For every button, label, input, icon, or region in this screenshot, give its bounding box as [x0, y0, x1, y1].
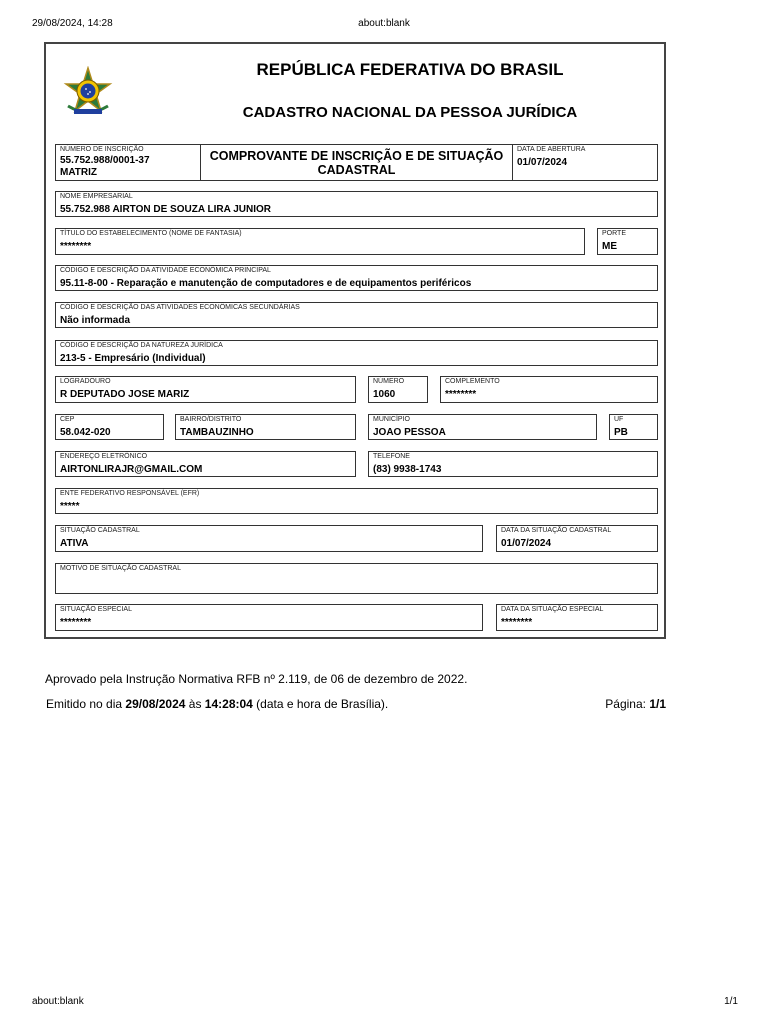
cep-field	[55, 414, 164, 440]
efr-value: *****	[60, 501, 80, 512]
data-situacao-cadastral-label: DATA DA SITUAÇÃO CADASTRAL	[501, 527, 612, 534]
numero-value: 1060	[373, 389, 396, 400]
email-value: AIRTONLIRAJR@GMAIL.COM	[60, 464, 203, 475]
emitted-suffix: (data e hora de Brasília).	[252, 697, 389, 711]
data-situacao-especial-field	[496, 604, 658, 631]
complemento-value: ********	[445, 389, 477, 400]
situacao-especial-value: ********	[60, 617, 92, 628]
atividades-secundarias-field	[55, 302, 658, 328]
efr-field	[55, 488, 658, 514]
data-situacao-cadastral-value: 01/07/2024	[501, 538, 552, 549]
data-situacao-cadastral-field	[496, 525, 658, 552]
titulo-estabelecimento-label: TÍTULO DO ESTABELECIMENTO (NOME DE FANTASIA)	[60, 230, 242, 237]
brazil-coat-of-arms-icon	[62, 66, 114, 118]
data-abertura-field	[512, 144, 658, 181]
motivo-situacao-field	[55, 563, 658, 594]
situacao-cadastral-field	[55, 525, 483, 552]
natureza-juridica-label: CÓDIGO E DESCRIÇÃO DA NATUREZA JURÍDICA	[60, 342, 223, 349]
emitted-note	[46, 697, 388, 711]
municipio-label: MUNICÍPIO	[373, 416, 410, 423]
emitted-time: 14:28:04	[204, 697, 253, 711]
atividade-principal-field	[55, 265, 658, 291]
numero-inscricao-field	[55, 144, 201, 181]
natureza-juridica-value: 213-5 - Empresário (Individual)	[60, 353, 206, 364]
atividades-secundarias-value: Não informada	[60, 315, 131, 326]
atividade-principal-value: 95.11-8-00 - Reparação e manutenção de computadores e de equipamentos periféricos	[60, 278, 472, 289]
print-footer-page: 1/1	[724, 996, 738, 1007]
data-situacao-especial-label: DATA DA SITUAÇÃO ESPECIAL	[501, 606, 604, 613]
complemento-label: COMPLEMENTO	[445, 378, 500, 385]
data-abertura-label: DATA DE ABERTURA	[517, 146, 586, 153]
logradouro-value: R DEPUTADO JOSE MARIZ	[60, 389, 190, 400]
print-footer-url: about:blank	[32, 996, 84, 1007]
cep-label: CEP	[60, 416, 75, 423]
document-subtitle: CADASTRO NACIONAL DA PESSOA JURÍDICA	[242, 104, 578, 121]
uf-label: UF	[614, 416, 624, 423]
email-label: ENDEREÇO ELETRÔNICO	[60, 453, 148, 460]
page-number	[605, 697, 666, 711]
porte-label: PORTE	[602, 230, 626, 237]
uf-value: PB	[614, 427, 628, 438]
complemento-field	[440, 376, 658, 403]
print-header-datetime: 29/08/2024, 14:28	[32, 18, 113, 29]
numero-inscricao-label: NÚMERO DE INSCRIÇÃO	[60, 146, 144, 153]
titulo-estabelecimento-field	[55, 228, 585, 255]
comprovante-title-box	[200, 144, 513, 181]
porte-value: ME	[602, 241, 617, 252]
telefone-value: (83) 9938-1743	[373, 464, 442, 475]
emitted-prefix: Emitido no dia	[46, 697, 126, 711]
approval-note: Aprovado pela Instrução Normativa RFB nº 2.119, de 06 de dezembro de 2022.	[45, 672, 468, 686]
bairro-label: BAIRRO/DISTRITO	[180, 416, 242, 423]
numero-inscricao-type: MATRIZ	[60, 167, 98, 178]
cep-value: 58.042-020	[60, 427, 111, 438]
atividade-principal-label: CÓDIGO E DESCRIÇÃO DA ATIVIDADE ECONÔMICA PRINCIPAL	[60, 267, 271, 274]
numero-inscricao-value: 55.752.988/0001-37	[60, 155, 150, 166]
data-abertura-value: 01/07/2024	[517, 157, 568, 168]
titulo-estabelecimento-value: ********	[60, 241, 92, 252]
uf-field	[609, 414, 658, 440]
nome-empresarial-field	[55, 191, 658, 217]
data-situacao-especial-value: ********	[501, 617, 533, 628]
situacao-especial-label: SITUAÇÃO ESPECIAL	[60, 606, 132, 613]
bairro-field	[175, 414, 356, 440]
municipio-field	[368, 414, 597, 440]
nome-empresarial-label: NOME EMPRESARIAL	[60, 193, 133, 200]
email-field	[55, 451, 356, 477]
emitted-mid: às	[185, 697, 205, 711]
porte-field	[597, 228, 658, 255]
page-label: Página:	[605, 697, 650, 711]
document-title: REPÚBLICA FEDERATIVA DO BRASIL	[256, 60, 564, 79]
nome-empresarial-value: 55.752.988 AIRTON DE SOUZA LIRA JUNIOR	[60, 204, 271, 215]
efr-label: ENTE FEDERATIVO RESPONSÁVEL (EFR)	[60, 490, 200, 497]
telefone-field	[368, 451, 658, 477]
logradouro-label: LOGRADOURO	[60, 378, 111, 385]
logradouro-field	[55, 376, 356, 403]
situacao-cadastral-value: ATIVA	[60, 538, 89, 549]
natureza-juridica-field	[55, 340, 658, 366]
municipio-value: JOAO PESSOA	[373, 427, 446, 438]
comprovante-title: COMPROVANTE DE INSCRIÇÃO E DE SITUAÇÃO CADASTRAL	[209, 149, 504, 177]
bairro-value: TAMBAUZINHO	[180, 427, 254, 438]
numero-label: NÚMERO	[373, 378, 405, 385]
numero-field	[368, 376, 428, 403]
atividades-secundarias-label: CÓDIGO E DESCRIÇÃO DAS ATIVIDADES ECONÔMICAS SECUNDÁRIAS	[60, 304, 300, 311]
emitted-date: 29/08/2024	[125, 697, 186, 711]
situacao-especial-field	[55, 604, 483, 631]
motivo-situacao-label: MOTIVO DE SITUAÇÃO CADASTRAL	[60, 565, 181, 572]
print-header-url: about:blank	[358, 18, 410, 29]
page-value: 1/1	[649, 697, 666, 711]
situacao-cadastral-label: SITUAÇÃO CADASTRAL	[60, 527, 140, 534]
telefone-label: TELEFONE	[373, 453, 410, 460]
